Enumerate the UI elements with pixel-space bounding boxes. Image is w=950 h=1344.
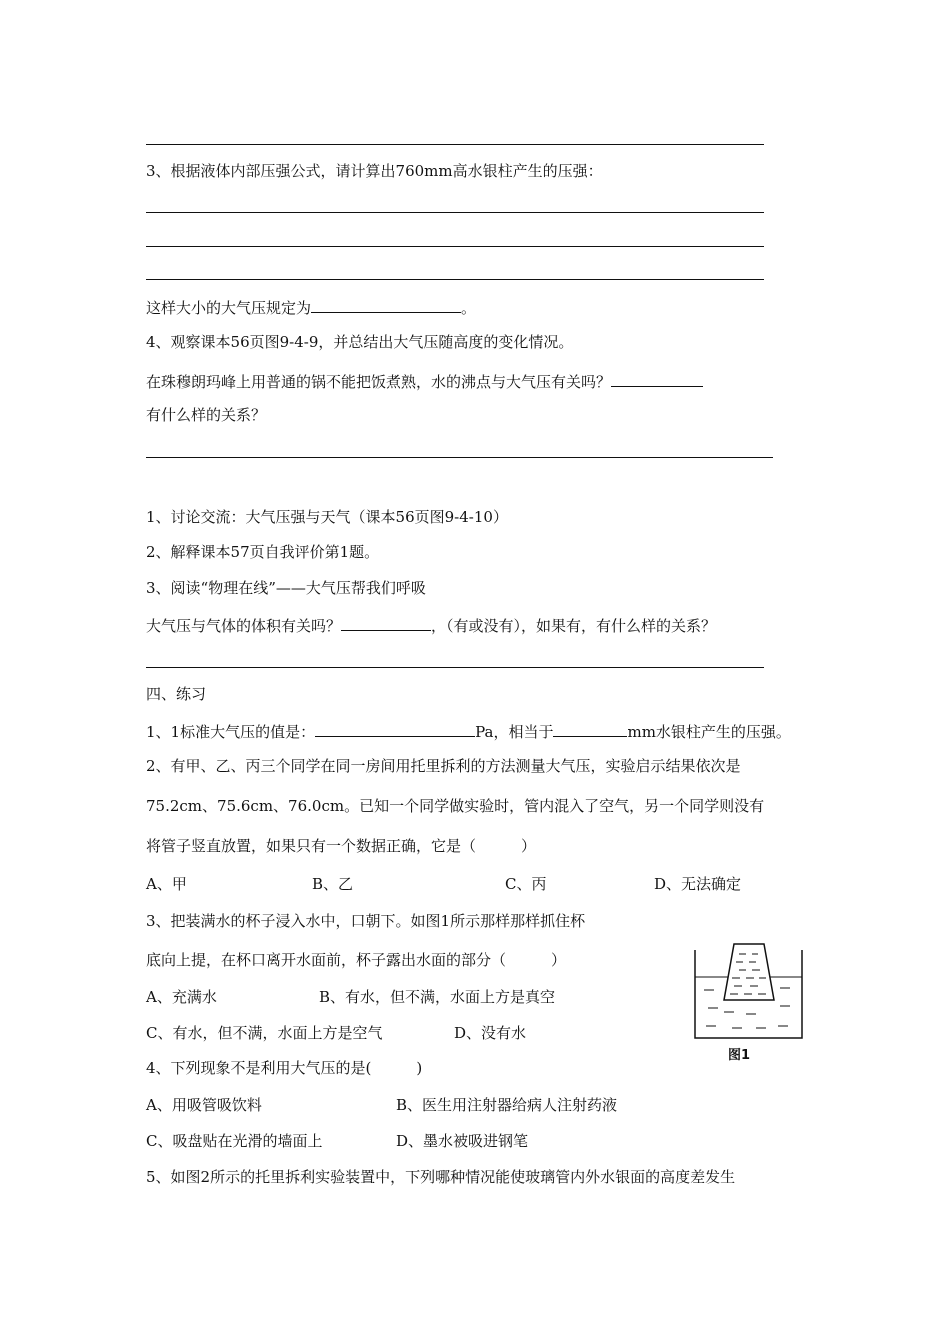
practice-2-line-2: 75.2cm、75.6cm、76.0cm。已知一个同学做实验时，管内混入了空气，另一个同学则没有: [146, 797, 765, 815]
practice-2-line-3: 将管子竖直放置，如果只有一个数据正确，它是（ ）: [146, 837, 537, 855]
practice-4-option-d: D、墨水被吸进钢笔: [396, 1132, 529, 1150]
practice-5-line-1: 5、如图2所示的托里拆利实验装置中，下列哪种情况能使玻璃管内外水银面的高度差发生: [146, 1168, 736, 1186]
practice-2-option-d: D、无法确定: [654, 875, 742, 893]
answer-line: [146, 212, 764, 213]
answer-line: [146, 667, 764, 668]
practice-3-option-a: A、充满水: [146, 988, 217, 1006]
discussion-item-1: 1、讨论交流：大气压强与天气（课本56页图9-4-10）: [146, 508, 508, 526]
atm-definition-suffix: 。: [461, 299, 477, 317]
practice-3-option-c: C、有水，但不满，水面上方是空气: [146, 1024, 383, 1042]
volume-question-text: 大气压与气体的体积有关吗？: [146, 617, 342, 635]
practice-1-a: 1、1标准大气压的值是：: [146, 723, 316, 741]
practice-4-option-a: A、用吸管吸饮料: [146, 1096, 262, 1114]
everest-question: [146, 370, 703, 392]
practice-2-option-c: C、丙: [505, 875, 547, 893]
atm-definition: [146, 296, 476, 318]
practice-1-c: mm水银柱产生的压强。: [627, 723, 791, 741]
discussion-item-2: 2、解释课本57页自我评价第1题。: [146, 543, 380, 561]
figure-1-caption: 图1: [728, 1048, 751, 1063]
practice-3-option-b: B、有水，但不满，水面上方是真空: [319, 988, 556, 1006]
practice-1-b: Pa，相当于: [475, 723, 554, 741]
discussion-item-3: 3、阅读“物理在线”——大气压帮我们呼吸: [146, 579, 426, 597]
atm-definition-prefix: 这样大小的大气压规定为: [146, 299, 312, 317]
question-3-text: 3、根据液体内部压强公式，请计算出760mm高水银柱产生的压强：: [146, 162, 603, 180]
practice-4-option-c: C、吸盘贴在光滑的墙面上: [146, 1132, 323, 1150]
practice-4-line-1: 4、下列现象不是利用大气压的是( ): [146, 1059, 423, 1077]
answer-line: [146, 279, 764, 280]
answer-line: [146, 246, 764, 247]
volume-question-rest: ，（有或没有），如果有，有什么样的关系？: [431, 617, 717, 635]
fill-blank[interactable]: [553, 720, 627, 737]
fill-blank[interactable]: [341, 614, 431, 631]
volume-question: [146, 614, 716, 636]
practice-1: [146, 720, 791, 742]
question-4-text: 4、观察课本56页图9-4-9，并总结出大气压随高度的变化情况。: [146, 333, 574, 351]
practice-2-option-a: A、甲: [146, 875, 187, 893]
answer-line: [146, 144, 764, 145]
practice-3-line-2: 底向上提，在杯口离开水面前，杯子露出水面的部分（ ）: [146, 951, 567, 969]
practice-2-line-1: 2、有甲、乙、丙三个同学在同一房间用托里拆利的方法测量大气压，实验启示结果依次是: [146, 757, 741, 775]
fill-blank[interactable]: [315, 720, 475, 737]
practice-3-line-1: 3、把装满水的杯子浸入水中，口朝下。如图1所示那样那样抓住杯: [146, 912, 586, 930]
relation-question: 有什么样的关系？: [146, 406, 267, 424]
figure-1-cup-diagram: [694, 942, 804, 1042]
practice-3-option-d: D、没有水: [454, 1024, 527, 1042]
practice-4-option-b: B、医生用注射器给病人注射药液: [396, 1096, 618, 1114]
practice-heading: 四、练习: [146, 685, 207, 703]
practice-2-option-b: B、乙: [312, 875, 354, 893]
answer-line: [146, 457, 773, 458]
fill-blank[interactable]: [611, 370, 703, 387]
fill-blank[interactable]: [311, 296, 461, 313]
everest-question-text: 在珠穆朗玛峰上用普通的锅不能把饭煮熟，水的沸点与大气压有关吗？: [146, 373, 612, 391]
